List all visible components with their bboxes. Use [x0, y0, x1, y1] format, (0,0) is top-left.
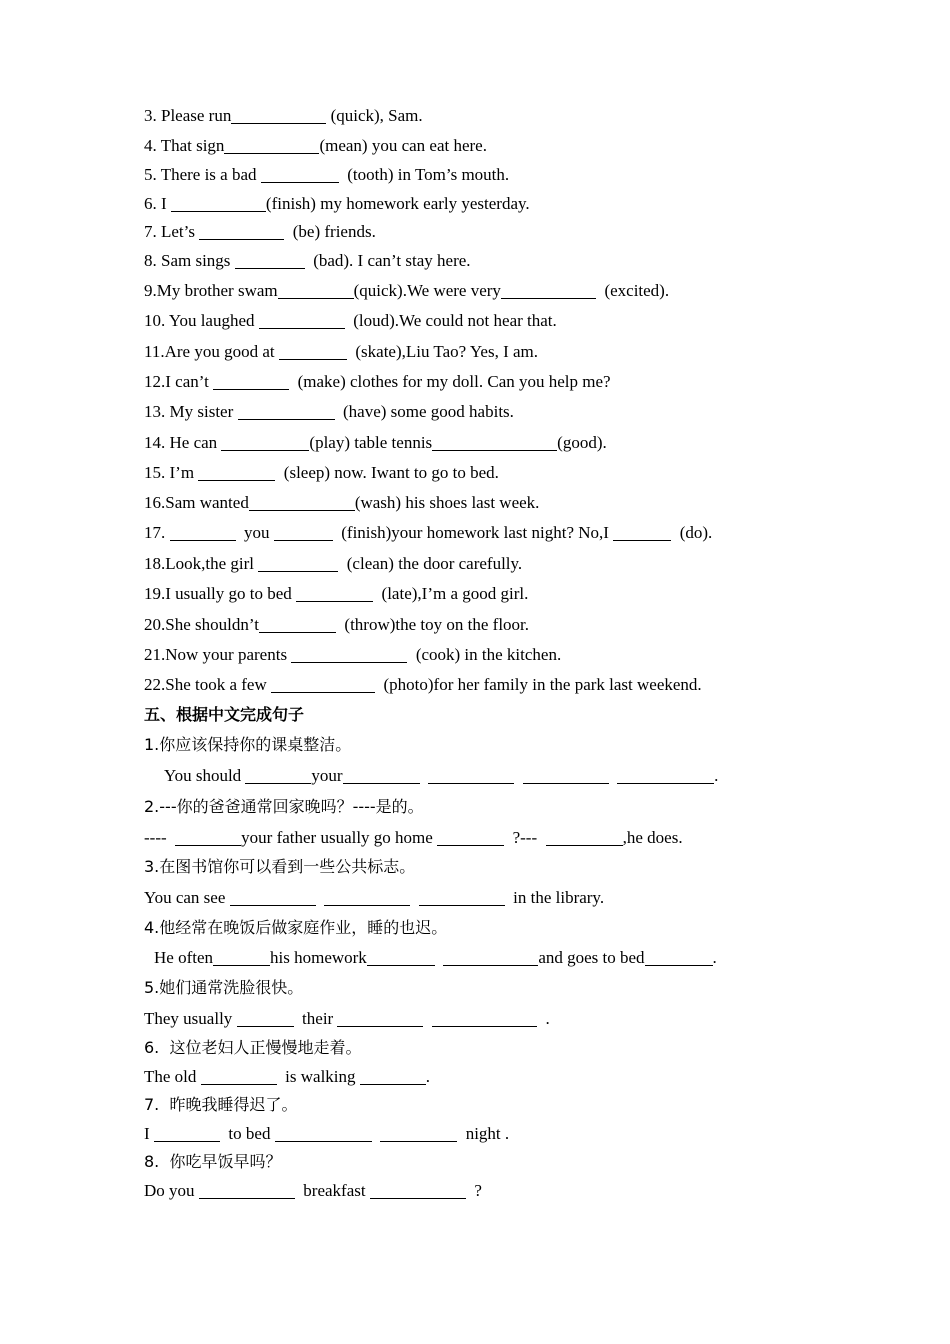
answer-blank[interactable]	[370, 1183, 466, 1199]
answer-blank[interactable]	[432, 1011, 537, 1027]
chinese-prompt-3	[144, 857, 415, 877]
answer-blank[interactable]	[199, 224, 284, 240]
answer-blank[interactable]	[443, 950, 538, 966]
line-text: is walking	[276, 1067, 360, 1086]
line-text: You should	[164, 766, 246, 785]
answer-blank[interactable]	[501, 283, 596, 299]
exercise-line-q7	[144, 222, 376, 242]
exercise-line-q3	[144, 106, 423, 126]
exercise-line-q12	[144, 372, 611, 392]
line-text: (have) some good habits.	[334, 402, 514, 421]
english-sentence-7	[144, 1124, 509, 1144]
line-text: 15. I’m	[144, 463, 199, 482]
english-sentence-8	[144, 1181, 482, 1201]
answer-blank[interactable]	[198, 465, 275, 481]
answer-blank[interactable]	[175, 830, 241, 846]
answer-blank[interactable]	[645, 950, 713, 966]
chinese-prompt-7	[144, 1095, 297, 1115]
line-text	[410, 888, 419, 907]
chinese-prompt-4	[144, 918, 447, 938]
exercise-line-q18	[144, 554, 522, 574]
line-text: you	[235, 523, 274, 542]
line-text: 6. I	[144, 194, 171, 213]
answer-blank[interactable]	[238, 404, 335, 420]
exercise-line-q16	[144, 493, 539, 513]
answer-blank[interactable]	[546, 830, 623, 846]
line-text	[609, 766, 618, 785]
line-text: 9.My brother swam	[144, 281, 278, 300]
chinese-prompt-1	[144, 735, 351, 755]
line-text: 22.She took a few	[144, 675, 272, 694]
line-text: your father usually go home	[241, 828, 438, 847]
answer-blank[interactable]	[296, 586, 373, 602]
answer-blank[interactable]	[224, 138, 319, 154]
chinese-prompt-2	[144, 797, 424, 817]
exercise-line-q14	[144, 433, 607, 453]
exercise-line-q8	[144, 251, 471, 271]
exercise-line-q11	[144, 342, 538, 362]
answer-blank[interactable]	[360, 1069, 426, 1085]
line-text: and goes to bed	[538, 948, 645, 967]
answer-blank[interactable]	[213, 374, 289, 390]
exercise-line-q15	[144, 463, 499, 483]
line-text: (good).	[557, 433, 607, 452]
line-text: (wash) his shoes last week.	[354, 493, 540, 512]
answer-blank[interactable]	[221, 435, 309, 451]
answer-blank[interactable]	[259, 313, 345, 329]
line-text: (excited).	[595, 281, 670, 300]
chinese-prompt-6	[144, 1038, 361, 1058]
line-text: ,he does.	[622, 828, 683, 847]
line-text: 17.	[144, 523, 170, 542]
chinese-prompt-8	[144, 1152, 281, 1172]
answer-blank[interactable]	[337, 1011, 423, 1027]
line-text: in the library.	[504, 888, 605, 907]
exercise-line-q4	[144, 136, 487, 156]
line-text: 16.Sam wanted	[144, 493, 249, 512]
answer-blank[interactable]	[324, 890, 410, 906]
answer-blank[interactable]	[523, 768, 609, 784]
line-text: to bed	[219, 1124, 275, 1143]
english-sentence-2	[144, 828, 683, 848]
line-text: his homework	[270, 948, 367, 967]
exercise-line-q19	[144, 584, 528, 604]
line-text: 7. Let’s	[144, 222, 200, 241]
chinese-prompt-5	[144, 978, 303, 998]
line-text: their	[293, 1009, 338, 1028]
answer-blank[interactable]	[432, 435, 557, 451]
line-text: 13. My sister	[144, 402, 238, 421]
line-text: .	[425, 1067, 431, 1086]
answer-blank[interactable]	[230, 890, 316, 906]
line-text	[435, 948, 444, 967]
line-text: (quick).We were very	[353, 281, 501, 300]
line-text: 8. 你吃早饭早吗？	[144, 1152, 282, 1171]
answer-blank[interactable]	[199, 1183, 295, 1199]
line-text: (play) table tennis	[309, 433, 433, 452]
line-text: (throw)the toy on the floor.	[335, 615, 530, 634]
line-text: .	[536, 1009, 550, 1028]
exercise-line-q17	[144, 523, 712, 543]
answer-blank[interactable]	[274, 525, 333, 541]
line-text: .	[714, 766, 719, 785]
line-text: your	[311, 766, 343, 785]
answer-blank[interactable]	[213, 950, 270, 966]
line-text: ?---	[504, 828, 546, 847]
line-text: (late),I’m a good girl.	[373, 584, 529, 603]
english-sentence-1	[144, 766, 718, 786]
line-text: 20.She shouldn’t	[144, 615, 259, 634]
english-sentence-6	[144, 1067, 430, 1087]
line-text: 14. He can	[144, 433, 222, 452]
line-text: (clean) the door carefully.	[338, 554, 523, 573]
line-text: 4. That sign	[144, 136, 225, 155]
answer-blank[interactable]	[278, 283, 354, 299]
line-text: Do you	[144, 1181, 199, 1200]
answer-blank[interactable]	[613, 525, 671, 541]
line-text: (tooth) in Tom’s mouth.	[338, 165, 510, 184]
line-text: 18.Look,the girl	[144, 554, 259, 573]
exercise-line-q9	[144, 281, 669, 301]
exercise-line-q20	[144, 615, 529, 635]
line-text: (be) friends.	[284, 222, 376, 241]
answer-blank[interactable]	[428, 768, 514, 784]
exercise-line-q22	[144, 675, 702, 695]
answer-blank[interactable]	[259, 617, 336, 633]
line-text	[372, 1124, 381, 1143]
answer-blank[interactable]	[617, 768, 714, 784]
answer-blank[interactable]	[170, 525, 236, 541]
line-text: 19.I usually go to bed	[144, 584, 297, 603]
line-text: 3.在图书馆你可以看到一些公共标志。	[144, 857, 416, 876]
answer-blank[interactable]	[237, 1011, 294, 1027]
line-text: 10. You laughed	[144, 311, 259, 330]
line-text: ?	[465, 1181, 482, 1200]
exercise-line-q6	[144, 194, 530, 214]
answer-blank[interactable]	[343, 768, 420, 784]
exercise-line-q13	[144, 402, 514, 422]
exercise-line-q10	[144, 311, 557, 331]
line-text: You can see	[144, 888, 230, 907]
line-text: (mean) you can eat here.	[319, 136, 487, 155]
answer-blank[interactable]	[258, 556, 338, 572]
line-text: (skate),Liu Tao? Yes, I am.	[346, 342, 539, 361]
line-text: (sleep) now. Iwant to go to bed.	[275, 463, 499, 482]
line-text	[514, 766, 523, 785]
line-text: (finish)your homework last night? No,I	[332, 523, 614, 542]
answer-blank[interactable]	[437, 830, 504, 846]
line-text: 2.---你的爸爸通常回家晚吗？----是的。	[144, 797, 424, 816]
line-text: (cook) in the kitchen.	[407, 645, 562, 664]
line-text: 7. 昨晚我睡得迟了。	[144, 1095, 298, 1114]
line-text: 5. There is a bad	[144, 165, 261, 184]
answer-blank[interactable]	[275, 1126, 372, 1142]
answer-blank[interactable]	[249, 495, 355, 511]
line-text: (bad). I can’t stay here.	[304, 251, 471, 270]
line-text: 5.她们通常洗脸很快。	[144, 978, 304, 997]
answer-blank[interactable]	[261, 167, 339, 183]
answer-blank[interactable]	[154, 1126, 220, 1142]
section-five-heading	[144, 705, 304, 725]
answer-blank[interactable]	[279, 344, 347, 360]
line-text: ----	[144, 828, 176, 847]
english-sentence-4	[144, 948, 717, 968]
line-text: 4.他经常在晚饭后做家庭作业，睡的也迟。	[144, 918, 448, 937]
exercise-line-q5	[144, 165, 509, 185]
line-text	[423, 1009, 432, 1028]
line-text: The old	[144, 1067, 201, 1086]
line-text: 3. Please run	[144, 106, 232, 125]
line-text: He often	[154, 948, 214, 967]
line-text	[316, 888, 325, 907]
answer-blank[interactable]	[291, 647, 407, 663]
line-text	[420, 766, 429, 785]
line-text: 五、根据中文完成句子	[144, 705, 305, 724]
line-text: 11.Are you good at	[144, 342, 279, 361]
answer-blank[interactable]	[380, 1126, 457, 1142]
answer-blank[interactable]	[201, 1069, 277, 1085]
english-sentence-5	[144, 1009, 550, 1029]
line-text: (make) clothes for my doll. Can you help me?	[289, 372, 611, 391]
english-sentence-3	[144, 888, 604, 908]
line-text: 21.Now your parents	[144, 645, 292, 664]
line-text: 1.你应该保持你的课桌整洁。	[144, 735, 352, 754]
line-text: (finish) my homework early yesterday.	[265, 194, 530, 213]
answer-blank[interactable]	[171, 196, 266, 212]
line-text: (do).	[671, 523, 713, 542]
answer-blank[interactable]	[245, 768, 311, 784]
exercise-line-q21	[144, 645, 561, 665]
line-text: I	[144, 1124, 154, 1143]
line-text: night .	[457, 1124, 510, 1143]
line-text: breakfast	[294, 1181, 370, 1200]
answer-blank[interactable]	[419, 890, 505, 906]
line-text: .	[712, 948, 717, 967]
answer-blank[interactable]	[235, 253, 305, 269]
line-text: 6. 这位老妇人正慢慢地走着。	[144, 1038, 362, 1057]
answer-blank[interactable]	[367, 950, 435, 966]
line-text: 8. Sam sings	[144, 251, 235, 270]
line-text: They usually	[144, 1009, 237, 1028]
line-text: 12.I can’t	[144, 372, 214, 391]
line-text: (quick), Sam.	[326, 106, 423, 125]
answer-blank[interactable]	[271, 677, 375, 693]
line-text: (photo)for her family in the park last weekend.	[375, 675, 702, 694]
answer-blank[interactable]	[231, 108, 326, 124]
line-text: (loud).We could not hear that.	[344, 311, 557, 330]
